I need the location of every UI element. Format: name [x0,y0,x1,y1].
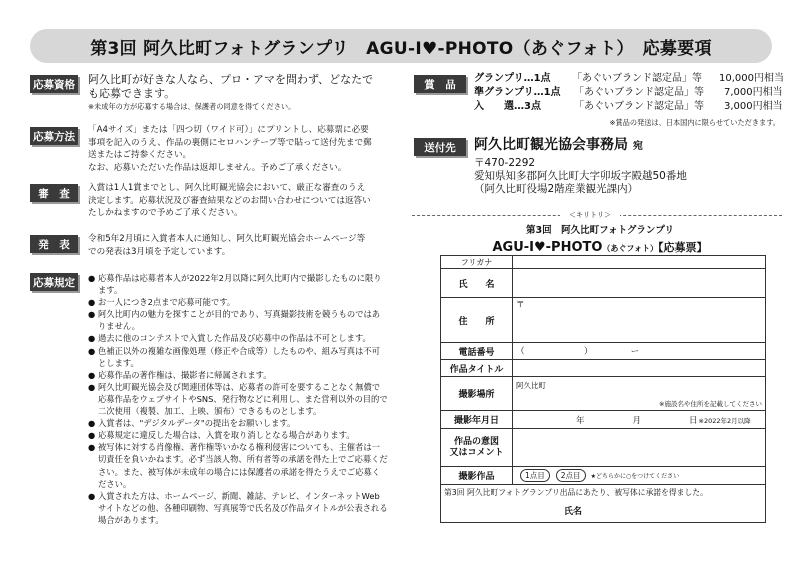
method-line: なお、応募いただいた作品は返却しません。予めご了承ください。 [88,162,347,173]
name-field[interactable] [513,269,766,298]
judging-text [88,182,388,220]
method-line: 「A4サイズ」または「四つ切（ワイド可）」にプリントし、応募票に必要 [88,125,369,135]
method-line: 事項を記入のうえ、作品の裏側にセロハンテープ等で貼って送付先まで郵 [88,137,372,148]
rule-item: ● 入賞された方は、ホームページ、新聞、雑誌、テレビ、インターネットWebサイトなどの他、各種印刷物、写真展等で氏名及び作品タイトルが公表される場合があります。 [88,490,388,526]
rule-item: ● 被写体に対する肖像権、著作権等いかなる権利侵害についても、主催者は一切責任を負いかねます。必ず当該人物、所有者等の承諾を得た上でご応募ください。また、被写体が未成年の場合には保護者の承諾を得たうえでご応募ください。 [88,441,388,489]
form-title1: 第3回 阿久比町フォトグランプリ [525,225,675,236]
prize-row [474,72,784,86]
phone-field[interactable]: （ ） ー [513,343,766,360]
form-title2 [440,236,760,255]
form-title2-end: 【応募票】 [658,241,708,254]
label-eligibility: 応募資格 [30,75,78,93]
intent-field[interactable] [513,429,766,467]
address-label: 住 所 [441,298,513,343]
prize-name: 準グランプリ…1点 [474,87,561,98]
rule-item: ● 入賞者は、"デジタルデータ"の提出をお願いします。 [88,417,388,429]
work-options [516,469,762,482]
label-judging: 審 査 [30,184,78,202]
prizes-note: ※賞品の発送は、日本国内に限らせていただきます。 [609,118,780,127]
date-year: 年 [576,415,585,426]
location-prefix: 阿久比町 [516,380,546,390]
label-method: 応募方法 [30,127,78,145]
name-label: 氏 名 [441,269,513,298]
work-label: 撮影作品 [441,467,513,485]
intent-label: 作品の意図 又はコメント [441,429,513,467]
entry-form-table [440,255,766,523]
label-announcement: 発 表 [30,235,78,253]
furigana-label: フリガナ [441,256,513,269]
prize-name: 入 選…3点 [474,101,541,112]
postal-code: 〒470-2292 [474,157,536,169]
judging-line: 入賞は1人1賞までとし、阿久比町観光協会において、厳正な審査のうえ [88,183,366,193]
page-title: 第3回 阿久比町フォトグランプリ AGU-I♥-PHOTO（あぐフォト） 応募要項 [30,29,772,63]
prize-desc: 「あぐいブランド認定品」等 [572,73,702,84]
label-rules: 応募規定 [30,273,78,291]
judging-line: たしかねますので予めご了承ください。 [88,208,243,219]
date-label: 撮影年月日 [441,411,513,429]
consent-cell [441,485,766,523]
work-title-field[interactable] [513,360,766,377]
address-line: 愛知県知多郡阿久比町大字卯坂字殿越50番地 [474,170,687,182]
office-line [474,135,784,157]
prize-list [474,72,784,114]
building-line: （阿久比町役場2階産業観光課内） [474,183,639,195]
method-line: 送またはご持参ください。 [88,150,192,161]
postal-mark: 〒 [516,300,525,310]
date-row [516,414,762,426]
rule-item: ● 色補正以外の複雑な画像処理（修正や合成等）したものや、組み写真は不可とします。 [88,345,388,369]
phone-label: 電話番号 [441,343,513,360]
judging-line: 決定します。応募状況及び審査結果などのお問い合わせについては返答い [88,195,371,206]
prize-desc: 「あぐいブランド認定品」等 [574,101,704,112]
prize-row [474,100,784,114]
prize-value: 7,000円相当 [724,87,783,98]
rule-item: ● 過去に他のコンテストで入賞した作品及び応募中の作品は不可とします。 [88,332,388,344]
office-suffix: 宛 [632,141,643,152]
eligibility-text: 阿久比町が好きな人なら、プロ・アマを問わず、どなたでも応募できます。 [88,73,374,100]
consent-name-label: 氏名 [564,507,583,517]
prize-value: 3,000円相当 [724,101,783,112]
furigana-field[interactable] [513,256,766,269]
work-title-label: 作品タイトル [441,360,513,377]
method-text [88,124,388,174]
consent-text: 第3回 阿久比町フォトグランプリ出品にあたり、被写体に承諾を得ました。 [444,488,708,497]
date-day: 日 [689,415,698,426]
rule-item: ● お一人につき2点まで応募可能です。 [88,296,388,308]
prize-name: グランプリ…1点 [474,73,551,84]
office-name: 阿久比町観光協会事務局 [474,137,628,153]
rule-item: ● 阿久比町内の魅力を探すことが目的であり、写真撮影技術を競うものではありません。 [88,308,388,332]
work-note: ★どちらかに○をつけてください [590,473,680,480]
rule-item: ● 応募作品の著作権は、撮影者に帰属されます。 [88,369,388,381]
announcement-line: 令和5年2月頃に入賞者本人に通知し、阿久比町観光協会ホームページ等 [88,234,366,244]
address-field[interactable] [513,298,766,343]
rule-item: ● 応募規定に違反した場合は、入賞を取り消しとなる場合があります。 [88,429,388,441]
location-note: ※施設名や住所を記載してください [659,399,762,408]
announcement-text [88,233,388,258]
announcement-line: での発表は3月頃を予定しています。 [88,246,231,257]
label-prizes: 賞 品 [414,75,466,93]
cut-label: ＜キリトリ＞ [560,210,620,220]
form-title2-sub: （あぐフォト） [602,244,659,253]
date-month: 月 [632,415,642,426]
work-option-1[interactable]: 1点目 [520,469,550,482]
eligibility-note: ※未成年の方が応募する場合は、保護者の同意を得てください。 [88,102,296,111]
rules-list [88,272,388,526]
rule-item: ● 阿久比町観光協会及び関連団体等は、応募者の許可を要することなく無償で応募作品をウェブサイトやSNS、発行物などに利用し、また営利以外の目的で二次使用（複製、加工、上映、頒布）できるものとします。 [88,381,388,417]
date-note: ※2022年2月以降 [698,416,751,425]
work-option-2[interactable]: 2点目 [556,469,586,482]
location-label: 撮影場所 [441,377,513,411]
work-field [513,467,766,485]
prize-value: 10,000円相当 [719,73,784,84]
prize-row [474,86,784,100]
prize-desc: 「あぐいブランド認定品」等 [574,87,704,98]
destination-block [474,135,784,196]
rule-item: ● 応募作品は応募者本人が2022年2月以降に阿久比町内で撮影したものに限ります。 [88,272,388,296]
date-field[interactable] [513,411,766,429]
form-title2-main: AGU-I♥-PHOTO [492,240,603,255]
label-destination: 送付先 [414,138,466,156]
location-field[interactable] [513,377,766,411]
